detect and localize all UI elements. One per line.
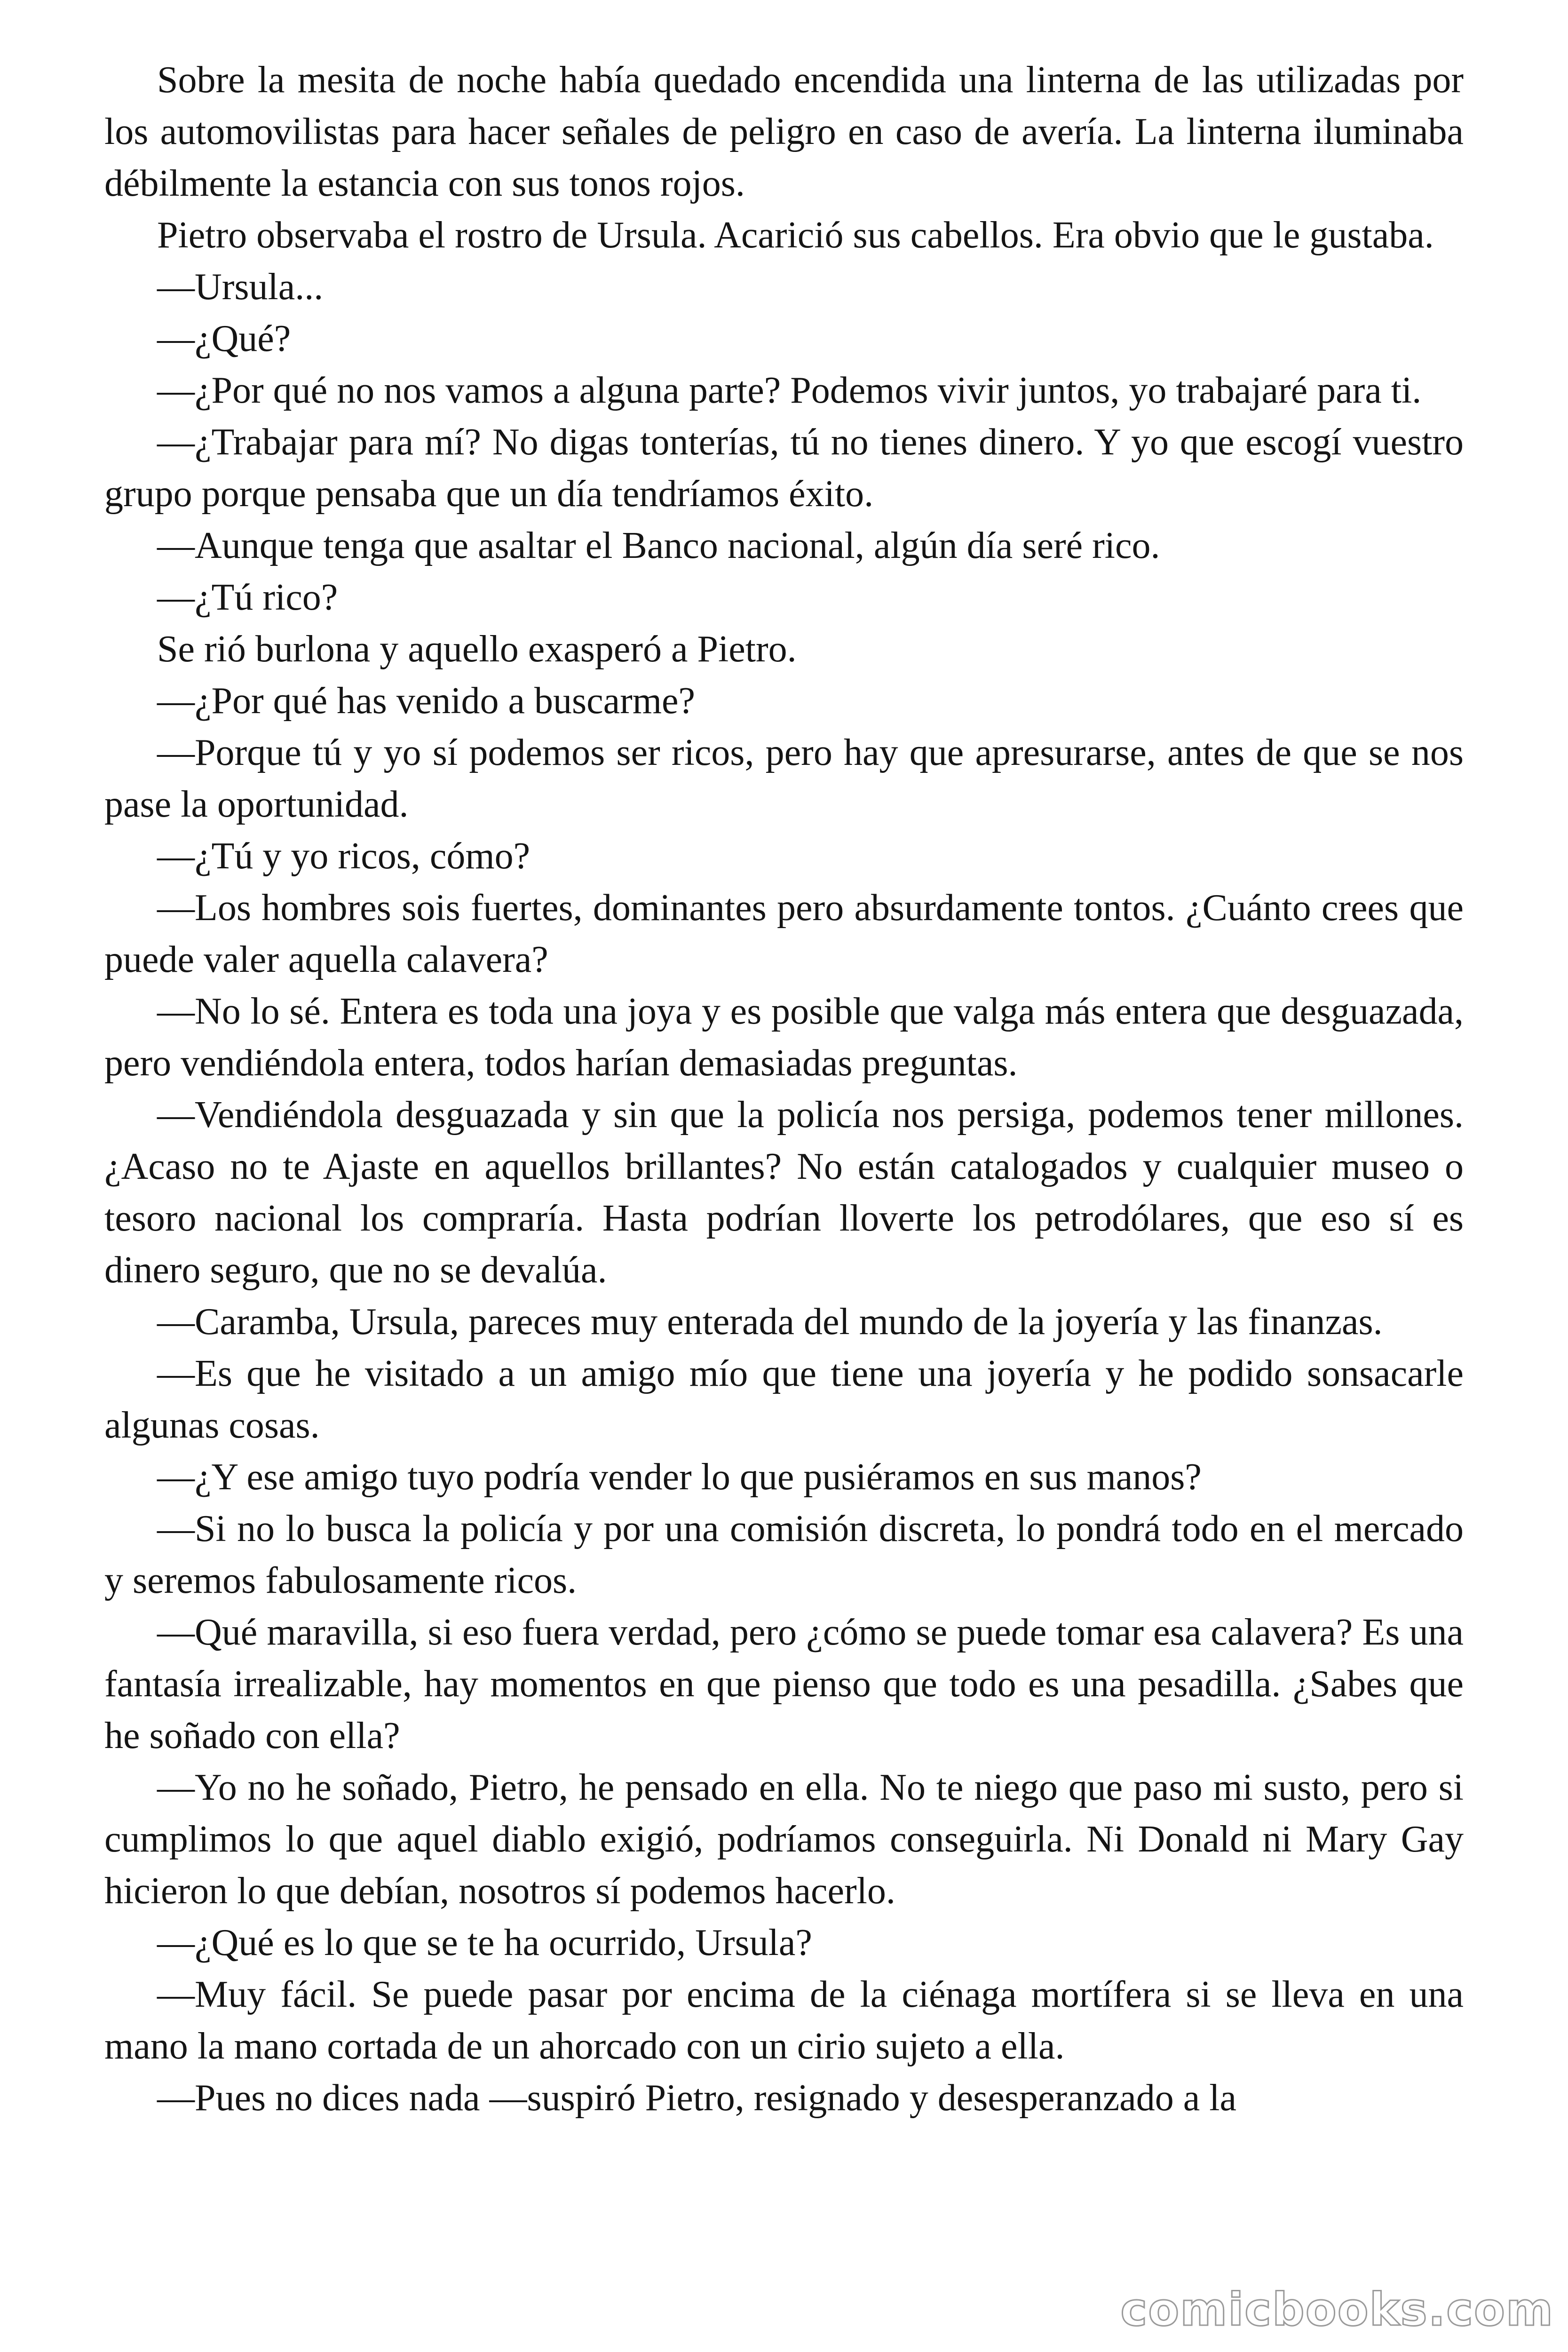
- paragraph-8: —¿Tú rico?: [157, 577, 338, 618]
- paragraph-23: —Muy fácil. Se puede pasar por encima de la ciénaga mortífera si se lleva en una mano la mano cortada de un ahorcado con un cirio sujeto a ella.: [104, 1974, 1464, 2067]
- page-text: [104, 54, 1464, 2124]
- paragraph-18: —¿Y ese amigo tuyo podría vender lo que pusiéramos en sus manos?: [157, 1456, 1202, 1498]
- paragraph-12: —¿Tú y yo ricos, cómo?: [157, 835, 531, 877]
- paragraph-2: Pietro observaba el rostro de Ursula. Acarició sus cabellos. Era obvio que le gustaba.: [157, 215, 1434, 256]
- paragraph-10: —¿Por qué has venido a buscarme?: [157, 680, 696, 722]
- paragraph-16: —Caramba, Ursula, pareces muy enterada del mundo de la joyería y las finanzas.: [157, 1301, 1383, 1343]
- paragraph-19: —Si no lo busca la policía y por una comisión discreta, lo pondrá todo en el mercado y seremos fabulosamente ricos.: [104, 1508, 1464, 1601]
- paragraph-11: —Porque tú y yo sí podemos ser ricos, pero hay que apresurarse, antes de que se nos pase la oportunidad.: [104, 732, 1464, 825]
- paragraph-20: —Qué maravilla, si eso fuera verdad, pero ¿cómo se puede tomar esa calavera? Es una fantasía irrealizable, hay momentos en que pienso que todo es una pesadilla. ¿Sabes que he soñado con ella?: [104, 1612, 1464, 1756]
- paragraph-21: —Yo no he soñado, Pietro, he pensado en ella. No te niego que paso mi susto, pero si cumplimos lo que aquel diablo exigió, podríamos conseguirla. Ni Donald ni Mary Gay hicieron lo que debían, nosotros sí podemos hacerlo.: [104, 1767, 1464, 1912]
- paragraph-6: —¿Trabajar para mí? No digas tonterías, tú no tienes dinero. Y yo que escogí vuestro grupo porque pensaba que un día tendríamos éxito.: [104, 421, 1464, 515]
- paragraph-5: —¿Por qué no nos vamos a alguna parte? Podemos vivir juntos, yo trabajaré para ti.: [157, 370, 1422, 411]
- paragraph-1: Sobre la mesita de noche había quedado encendida una linterna de las utilizadas por los automovilistas para hacer señales de peligro en caso de avería. La linterna iluminaba débilmente la estancia con sus tonos rojos.: [104, 59, 1464, 204]
- paragraph-7: —Aunque tenga que asaltar el Banco nacional, algún día seré rico.: [157, 525, 1160, 566]
- paragraph-9: Se rió burlona y aquello exasperó a Pietro.: [157, 628, 797, 670]
- paragraph-15: —Vendiéndola desguazada y sin que la policía nos persiga, podemos tener millones. ¿Acaso no te Ajaste en aquellos brillantes? No están catalogados y cualquier museo o tesoro nacional los compraría. Hasta podrían lloverte los petrodólares, que eso sí es dinero seguro, que no se devalúa.: [104, 1094, 1464, 1291]
- paragraph-3: —Ursula...: [157, 266, 324, 308]
- paragraph-17: —Es que he visitado a un amigo mío que tiene una joyería y he podido sonsacarle algunas cosas.: [104, 1353, 1464, 1446]
- site-watermark: comicbooks.com: [1116, 2283, 1559, 2336]
- paragraph-24: —Pues no dices nada —suspiró Pietro, resignado y desesperanzado a la: [157, 2077, 1236, 2119]
- paragraph-4: —¿Qué?: [157, 318, 291, 359]
- paragraph-13: —Los hombres sois fuertes, dominantes pero absurdamente tontos. ¿Cuánto crees que puede valer aquella calavera?: [104, 887, 1464, 980]
- paragraph-22: —¿Qué es lo que se te ha ocurrido, Ursula?: [157, 1922, 812, 1963]
- paragraph-14: —No lo sé. Entera es toda una joya y es posible que valga más entera que desguazada, pero vendiéndola entera, todos harían demasiadas preguntas.: [104, 991, 1464, 1084]
